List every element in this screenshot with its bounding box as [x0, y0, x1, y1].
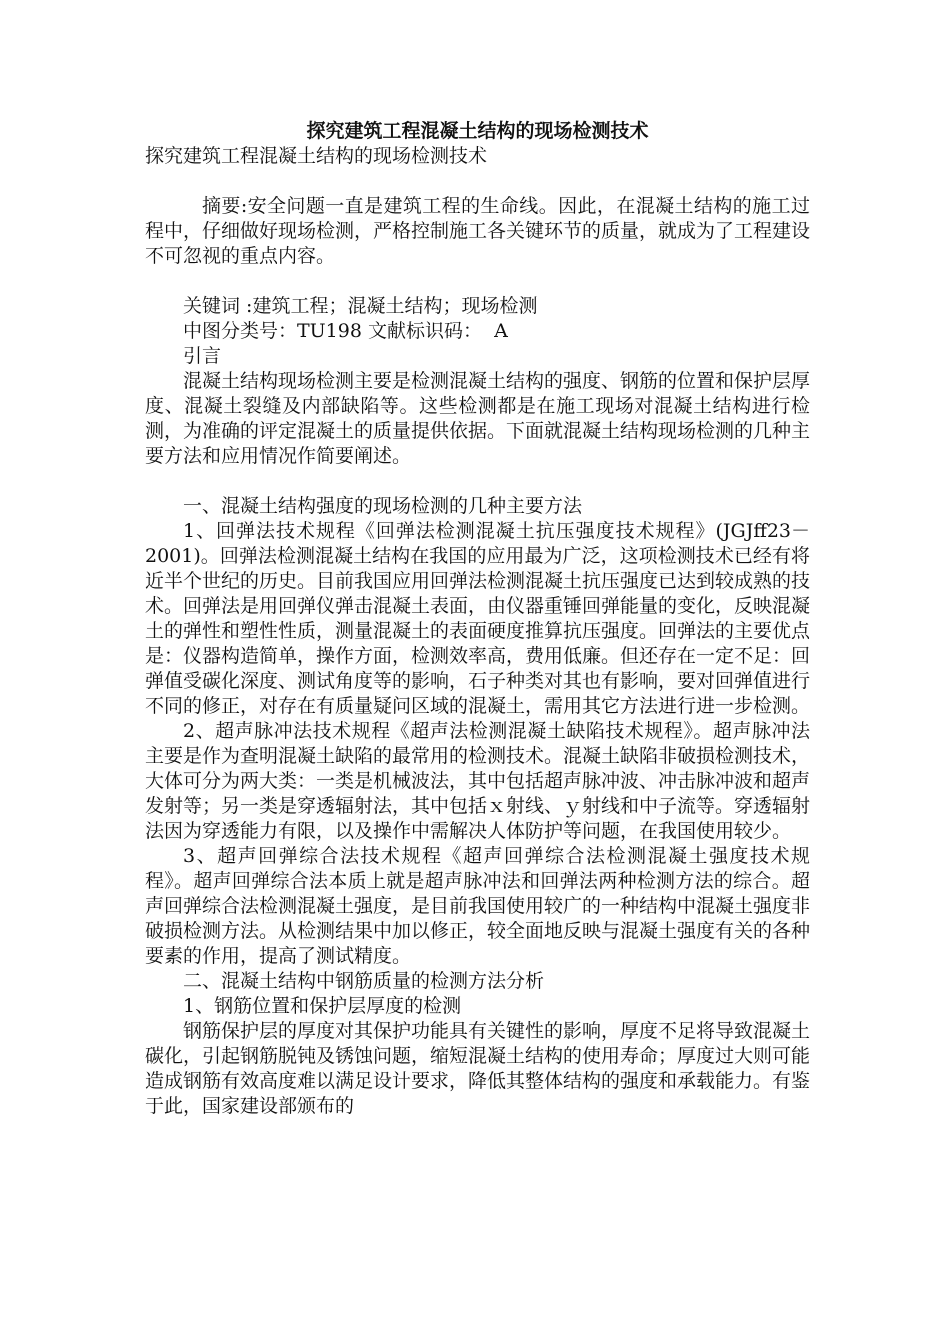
keywords-line: 关键词 :建筑工程；混凝土结构；现场检测 — [183, 295, 538, 317]
intro-heading: 引言 — [183, 345, 222, 367]
blank-line — [145, 469, 810, 494]
section2-paragraph-1: 钢筋保护层的厚度对其保护功能具有关键性的影响，厚度不足将导致混凝土碳化，引起钢筋脱钝及锈蚀问题，缩短混凝土结构的使用寿命；厚度过大则可能造成钢筋有效高度难以满足设计要求，降低其整体结构的强度和承载能力。有鉴于此，国家建设部颁布的 — [145, 1020, 811, 1117]
section2-heading: 二、混凝土结构中钢筋质量的检测方法分析 — [183, 970, 545, 992]
section1-paragraph-3: 3、超声回弹综合法技术规程《超声回弹综合法检测混凝土强度技术规程》。超声回弹综合法本质上就是超声脉冲法和回弹法两种检测方法的综合。超声回弹综合法检测混凝土强度，是目前我国使用较广的一种结构中混凝土强度非破损检测方法。从检测结果中加以修正，较全面地反映与混凝土强度有关的各种要素的作用，提高了测试精度。 — [145, 845, 811, 967]
document-page — [145, 118, 810, 1119]
classification-line: 中图分类号：TU198 文献标识码： A — [183, 320, 508, 342]
intro-paragraph: 混凝土结构现场检测主要是检测混凝土结构的强度、钢筋的位置和保护层厚度、混凝土裂缝及内部缺陷等。这些检测都是在施工现场对混凝土结构进行检测，为准确的评定混凝土的质量提供依据。下面就混凝土结构现场检测的几种主要方法和应用情况作简要阐述。 — [145, 370, 811, 467]
blank-line — [145, 169, 810, 194]
blank-line — [145, 269, 810, 294]
document-title: 探究建筑工程混凝土结构的现场检测技术 — [306, 120, 649, 142]
section1-heading: 一、混凝土结构强度的现场检测的几种主要方法 — [183, 495, 583, 517]
document-subtitle: 探究建筑工程混凝土结构的现场检测技术 — [145, 145, 488, 167]
section2-subheading-1: 1、钢筋位置和保护层厚度的检测 — [183, 995, 462, 1017]
abstract-paragraph: 摘要:安全问题一直是建筑工程的生命线。因此，在混凝土结构的施工过程中，仔细做好现场检测，严格控制施工各关键环节的质量，就成为了工程建设不可忽视的重点内容。 — [145, 195, 811, 267]
section1-paragraph-2: 2、超声脉冲法技术规程《超声法检测混凝土缺陷技术规程》。超声脉冲法主要是作为查明混凝土缺陷的最常用的检测技术。混凝土缺陷非破损检测技术，大体可分为两大类：一类是机械波法，其中包括超声脉冲波、冲击脉冲波和超声发射等；另一类是穿透辐射法，其中包括ｘ射线、ｙ射线和中子流等。穿透辐射法因为穿透能力有限，以及操作中需解决人体防护等问题，在我国使用较少。 — [145, 720, 811, 842]
section1-paragraph-1: 1、回弹法技术规程《回弹法检测混凝土抗压强度技术规程》(JGJff23－2001)。回弹法检测混凝土结构在我国的应用最为广泛，这项检测技术已经有将近半个世纪的历史。目前我国应用回弹法检测混凝土抗压强度已达到较成熟的技术。回弹法是用回弹仪弹击混凝土表面，由仪器重锤回弹能量的变化，反映混凝土的弹性和塑性性质，测量混凝土的表面硬度推算抗压强度。回弹法的主要优点是：仪器构造简单，操作方面，检测效率高，费用低廉。但还存在一定不足：回弹值受碳化深度、测试角度等的影响，石子种类对其也有影响，要对回弹值进行不同的修正，对存在有质量疑问区域的混凝土，需用其它方法进行进一步检测。 — [145, 520, 811, 717]
